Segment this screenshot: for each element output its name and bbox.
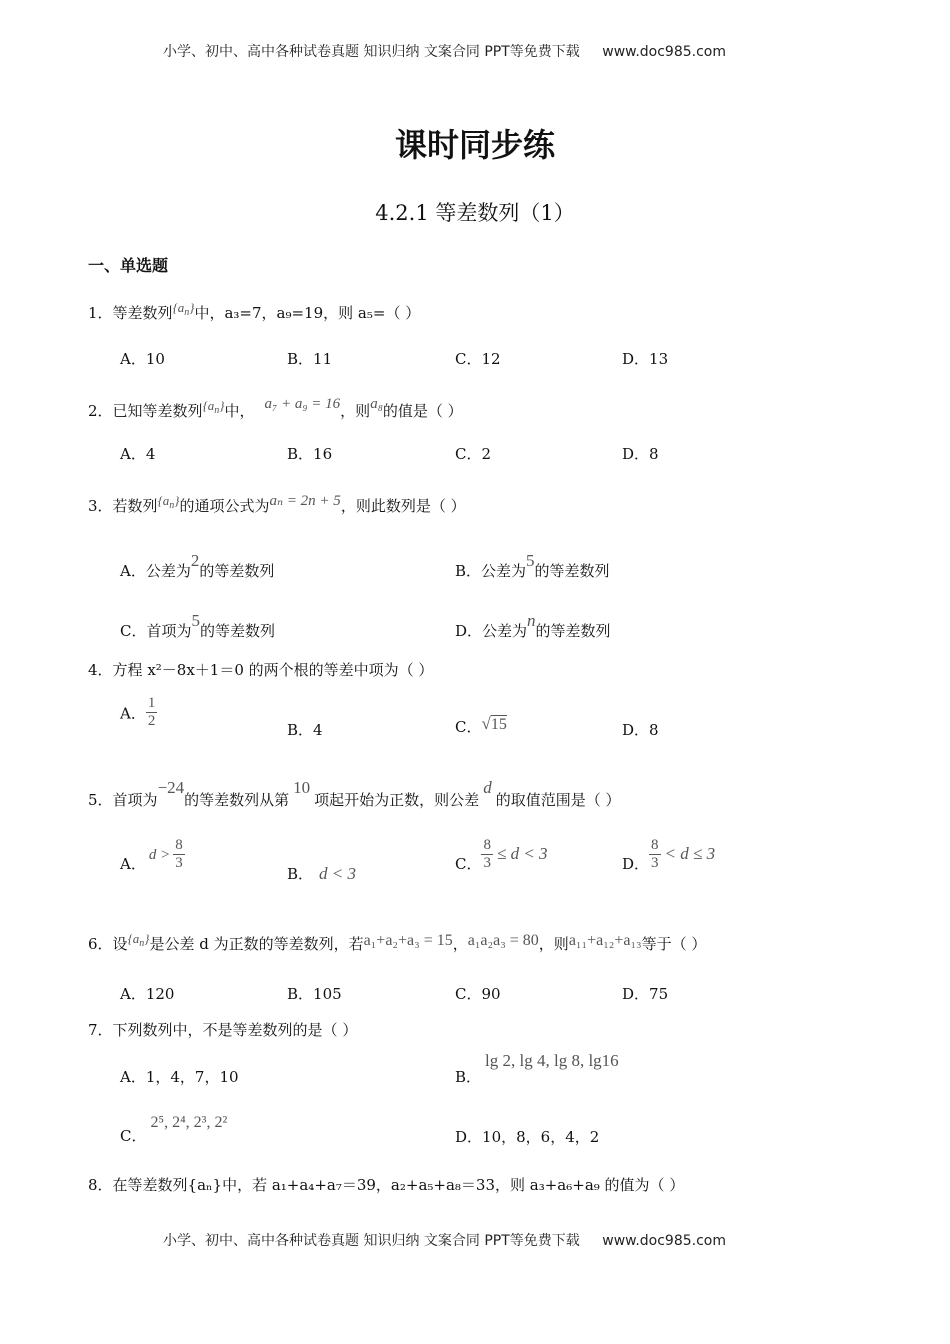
- page-subtitle: 4.2.1 等差数列（1）: [375, 201, 575, 225]
- q6-option-c[interactable]: C．90: [455, 985, 501, 1003]
- question-5: 5．首项为−24的等差数列从第10项起开始为正数，则公差d的取值范围是（ ）: [88, 778, 621, 809]
- q3-option-c[interactable]: C．首项为5的等差数列: [120, 611, 275, 640]
- q7-option-b[interactable]: B．lg 2, lg 4, lg 8, lg16: [455, 1051, 619, 1086]
- term-a8: a₈: [370, 396, 383, 412]
- q2-option-d[interactable]: D．8: [622, 445, 659, 463]
- question-7: 7．下列数列中，不是等差数列的是（ ）: [88, 1021, 358, 1039]
- q7-option-a[interactable]: A．1，4，7，10: [120, 1068, 239, 1086]
- q3-option-d[interactable]: D．公差为n的等差数列: [455, 611, 611, 640]
- equation: a₁+a₂+a₃ = 15: [363, 932, 453, 949]
- equation: a₁₁+a₁₂+a₁₃: [568, 932, 642, 949]
- q5-option-d[interactable]: D． $\frac{8}{3}$ < d ≤ 3: [622, 837, 716, 873]
- option-value: 2: [190, 551, 200, 570]
- question-number: 1．: [88, 304, 113, 322]
- question-2: 2．已知等差数列$\{a_n\}$中， a₇ + a₉ = 16，则a₈的值是（ ）: [88, 396, 463, 420]
- first-term-value: −24: [157, 778, 185, 797]
- footer-url[interactable]: www.doc985.com: [602, 1233, 726, 1249]
- q6-option-b[interactable]: B．105: [287, 985, 342, 1003]
- page-footer: [163, 1230, 726, 1250]
- sequence-symbol: $\{a_n\}$: [157, 493, 180, 511]
- page-title: 课时同步练: [394, 126, 555, 164]
- common-difference-symbol: d: [483, 778, 492, 797]
- q1-option-d[interactable]: D．13: [622, 350, 669, 368]
- option-value: 5: [191, 611, 200, 630]
- header-text: 小学、初中、高中各种试卷真题 知识归纳 文案合同 PPT等免费下载: [163, 44, 580, 60]
- question-1: [88, 300, 420, 323]
- question-6: 6．设$\{a_n\}$是公差 d 为正数的等差数列，若a₁+a₂+a₃ = 15，a₁a₂a₃ = 80，则a₁₁+a₁₂+a₁₃等于（ ）: [88, 931, 707, 953]
- q5-option-b[interactable]: B． d < 3: [287, 864, 357, 883]
- section-heading: 一、单选题: [88, 256, 169, 275]
- sequence-symbol: $\{a_n\}$: [127, 931, 150, 949]
- equation: a₇ + a₉ = 16: [264, 396, 341, 412]
- question-text: 中，a₃=7，a₉=19，则 a₅=（ ）: [194, 304, 421, 322]
- q4-option-b[interactable]: B．4: [287, 721, 323, 739]
- equation: aₙ = 2n + 5: [269, 493, 341, 509]
- q4-option-a[interactable]: A． $\frac{1}{2}$: [120, 695, 156, 730]
- q1-option-b[interactable]: B．11: [287, 350, 333, 368]
- option-value: 5: [526, 551, 535, 570]
- q7-option-c[interactable]: C．2⁵, 2⁴, 2³, 2²: [120, 1114, 228, 1145]
- q6-option-a[interactable]: A．120: [120, 985, 175, 1003]
- q2-option-c[interactable]: C．2: [455, 445, 492, 463]
- q2-option-b[interactable]: B．16: [287, 445, 333, 463]
- sqrt-radicand: 15: [490, 716, 507, 733]
- sqrt-symbol: √: [481, 714, 491, 733]
- q6-option-d[interactable]: D．75: [622, 985, 669, 1003]
- q2-option-a[interactable]: A．4: [120, 445, 156, 463]
- sequence-symbol: $\{a_n\}$: [202, 398, 225, 416]
- q4-option-c[interactable]: C．√15: [455, 714, 507, 736]
- fraction: $\frac{1}{2}$: [147, 695, 156, 730]
- footer-text: 小学、初中、高中各种试卷真题 知识归纳 文案合同 PPT等免费下载: [163, 1233, 580, 1249]
- option-value: n: [527, 611, 536, 630]
- question-text: 等差数列: [112, 304, 173, 322]
- q5-option-c[interactable]: C． $\frac{8}{3}$ ≤ d < 3: [455, 837, 548, 873]
- q1-option-c[interactable]: C．12: [455, 350, 501, 368]
- page-header: [163, 41, 726, 61]
- q3-option-a[interactable]: A．公差为2的等差数列: [120, 551, 275, 580]
- header-url[interactable]: www.doc985.com: [602, 44, 726, 60]
- q1-option-a[interactable]: A．10: [120, 350, 165, 368]
- sequence-symbol: $\{a_n\}$: [172, 300, 195, 318]
- question-3: 3．若数列$\{a_n\}$的通项公式为aₙ = 2n + 5，则此数列是（ ）: [88, 493, 466, 515]
- term-index-value: 10: [293, 778, 311, 797]
- fraction: $\frac{8}{3}$: [651, 837, 659, 872]
- q3-option-b[interactable]: B．公差为5的等差数列: [455, 551, 610, 580]
- equation: a₁a₂a₃ = 80: [467, 932, 539, 949]
- q4-option-d[interactable]: D．8: [622, 721, 659, 739]
- q7-option-d[interactable]: D．10，8，6，4，2: [455, 1128, 600, 1146]
- fraction: $\frac{8}{3}$: [175, 837, 183, 872]
- question-8: 8．在等差数列{aₙ}中，若 a₁+a₄+a₇＝39，a₂+a₅+a₈＝33，则 a₃+a₆+a₉ 的值为（ ）: [88, 1176, 685, 1194]
- question-4: 4．方程 x²－8x＋1＝0 的两个根的等差中项为（ ）: [88, 661, 434, 679]
- fraction: $\frac{8}{3}$: [483, 837, 491, 872]
- q5-option-a[interactable]: A． d > $\frac{8}{3}$: [120, 837, 183, 873]
